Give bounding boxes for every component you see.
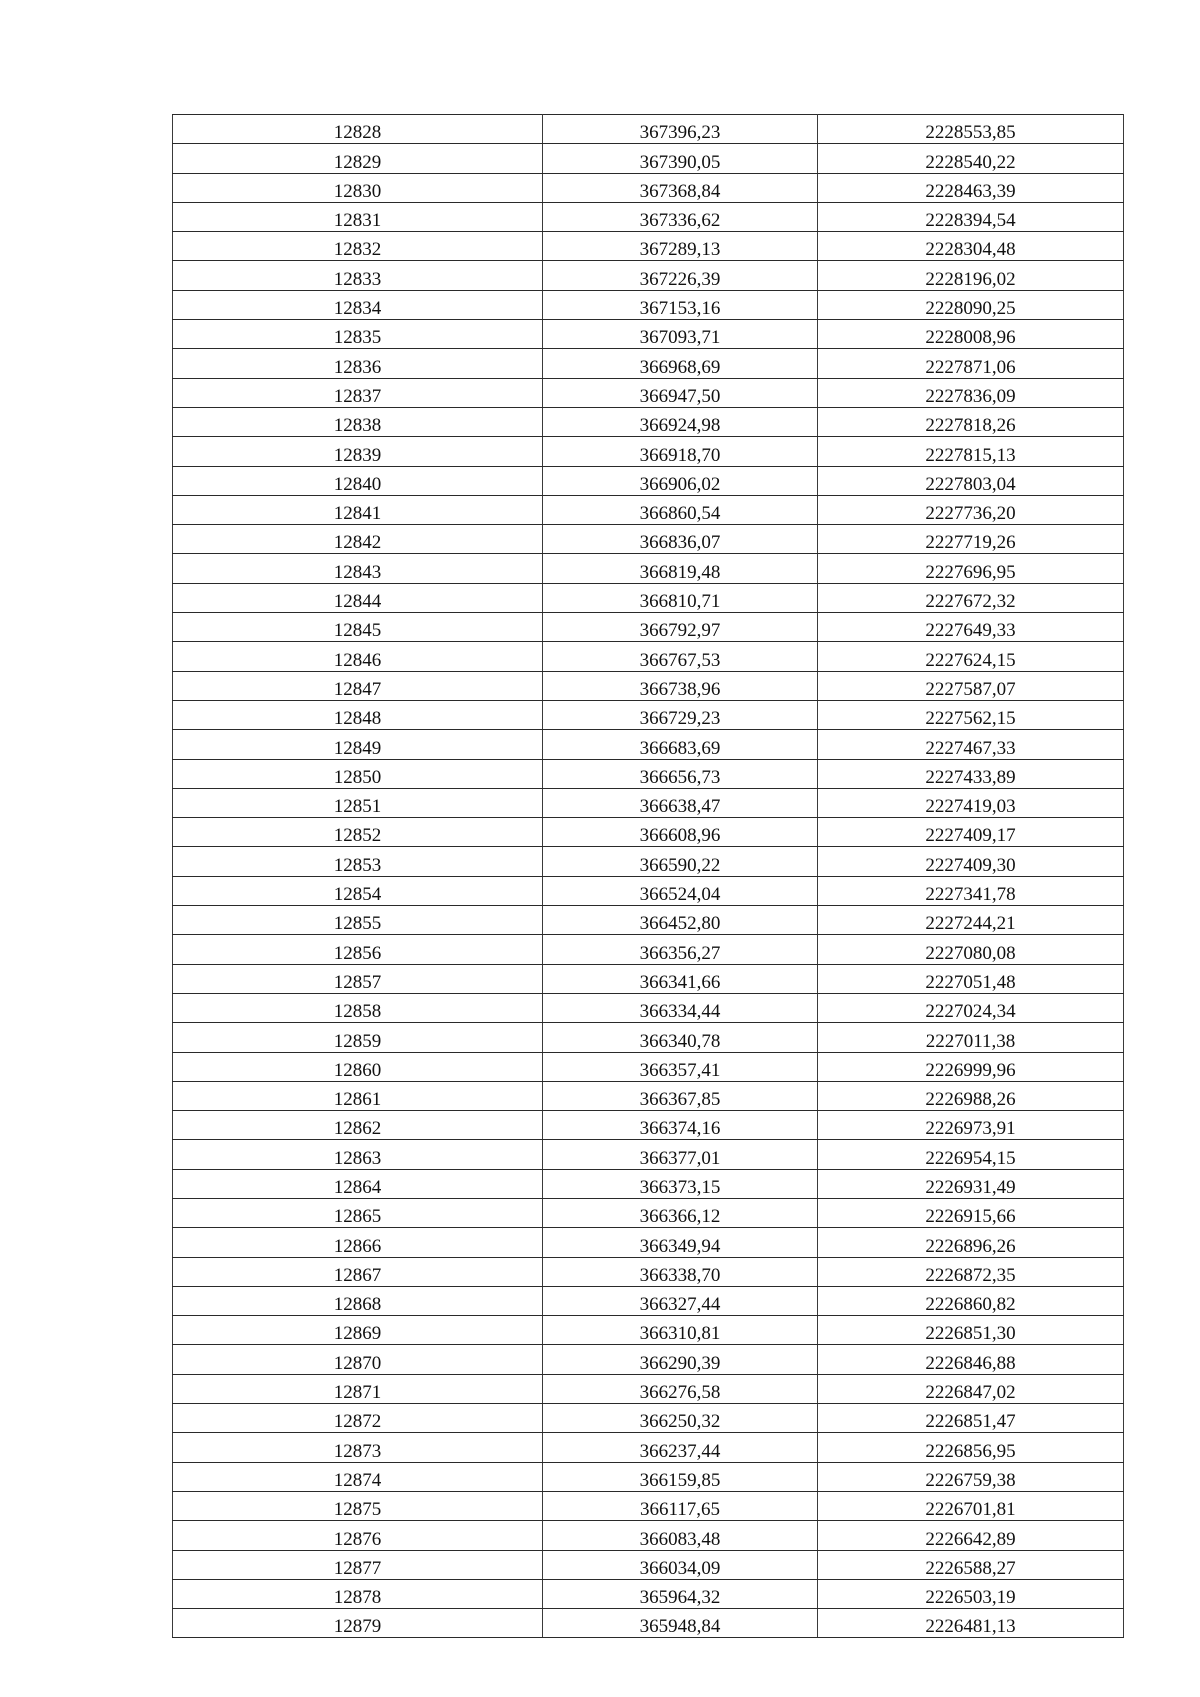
point-number-cell: 12846 [173,642,543,671]
y-coordinate-cell: 2226999,96 [818,1052,1124,1081]
x-coordinate-cell: 366836,07 [543,525,818,554]
point-number-cell: 12851 [173,788,543,817]
table-row [173,232,1124,261]
point-number-cell: 12838 [173,407,543,436]
x-coordinate-cell: 366290,39 [543,1345,818,1374]
y-coordinate-cell: 2226642,89 [818,1521,1124,1550]
point-number-cell: 12855 [173,906,543,935]
y-coordinate-cell: 2226988,26 [818,1081,1124,1110]
point-number-cell: 12833 [173,261,543,290]
y-coordinate-cell: 2226856,95 [818,1433,1124,1462]
x-coordinate-cell: 366860,54 [543,495,818,524]
y-coordinate-cell: 2227011,38 [818,1023,1124,1052]
point-number-cell: 12834 [173,290,543,319]
point-number-cell: 12841 [173,495,543,524]
x-coordinate-cell: 367226,39 [543,261,818,290]
point-number-cell: 12852 [173,818,543,847]
x-coordinate-cell: 367289,13 [543,232,818,261]
y-coordinate-cell: 2226851,47 [818,1404,1124,1433]
y-coordinate-cell: 2228540,22 [818,144,1124,173]
x-coordinate-cell: 365948,84 [543,1609,818,1638]
y-coordinate-cell: 2227719,26 [818,525,1124,554]
point-number-cell: 12849 [173,730,543,759]
x-coordinate-cell: 366117,65 [543,1491,818,1520]
x-coordinate-cell: 366590,22 [543,847,818,876]
x-coordinate-cell: 367368,84 [543,173,818,202]
x-coordinate-cell: 366034,09 [543,1550,818,1579]
y-coordinate-cell: 2226973,91 [818,1111,1124,1140]
x-coordinate-cell: 366349,94 [543,1228,818,1257]
point-number-cell: 12856 [173,935,543,964]
table-row [173,818,1124,847]
x-coordinate-cell: 366340,78 [543,1023,818,1052]
x-coordinate-cell: 366608,96 [543,818,818,847]
point-number-cell: 12850 [173,759,543,788]
x-coordinate-cell: 366334,44 [543,993,818,1022]
x-coordinate-cell: 366924,98 [543,407,818,436]
x-coordinate-cell: 366792,97 [543,613,818,642]
table-row [173,1404,1124,1433]
point-number-cell: 12874 [173,1462,543,1491]
point-number-cell: 12839 [173,437,543,466]
table-row [173,290,1124,319]
point-number-cell: 12879 [173,1609,543,1638]
x-coordinate-cell: 366367,85 [543,1081,818,1110]
x-coordinate-cell: 366083,48 [543,1521,818,1550]
table-row [173,1257,1124,1286]
x-coordinate-cell: 367093,71 [543,320,818,349]
x-coordinate-cell: 367390,05 [543,144,818,173]
table-row [173,1286,1124,1315]
y-coordinate-cell: 2227672,32 [818,583,1124,612]
table-row [173,202,1124,231]
point-number-cell: 12861 [173,1081,543,1110]
table-row [173,876,1124,905]
y-coordinate-cell: 2227562,15 [818,700,1124,729]
y-coordinate-cell: 2227736,20 [818,495,1124,524]
y-coordinate-cell: 2227836,09 [818,378,1124,407]
coordinates-table-body [173,115,1124,1638]
y-coordinate-cell: 2227409,30 [818,847,1124,876]
table-row [173,407,1124,436]
coordinates-table [172,114,1124,1638]
x-coordinate-cell: 366356,27 [543,935,818,964]
y-coordinate-cell: 2227341,78 [818,876,1124,905]
table-row [173,993,1124,1022]
point-number-cell: 12857 [173,964,543,993]
x-coordinate-cell: 366341,66 [543,964,818,993]
point-number-cell: 12870 [173,1345,543,1374]
y-coordinate-cell: 2226915,66 [818,1198,1124,1227]
point-number-cell: 12830 [173,173,543,202]
y-coordinate-cell: 2226701,81 [818,1491,1124,1520]
y-coordinate-cell: 2227080,08 [818,935,1124,964]
x-coordinate-cell: 367336,62 [543,202,818,231]
y-coordinate-cell: 2227818,26 [818,407,1124,436]
y-coordinate-cell: 2226847,02 [818,1374,1124,1403]
table-row [173,320,1124,349]
table-row [173,906,1124,935]
point-number-cell: 12860 [173,1052,543,1081]
y-coordinate-cell: 2227649,33 [818,613,1124,642]
table-row [173,1374,1124,1403]
table-row [173,554,1124,583]
point-number-cell: 12843 [173,554,543,583]
point-number-cell: 12862 [173,1111,543,1140]
table-row [173,1081,1124,1110]
y-coordinate-cell: 2227024,34 [818,993,1124,1022]
table-row [173,144,1124,173]
table-row [173,495,1124,524]
x-coordinate-cell: 367396,23 [543,115,818,144]
x-coordinate-cell: 366683,69 [543,730,818,759]
table-row [173,730,1124,759]
y-coordinate-cell: 2226954,15 [818,1140,1124,1169]
table-row [173,759,1124,788]
x-coordinate-cell: 366656,73 [543,759,818,788]
table-row [173,935,1124,964]
table-row [173,1228,1124,1257]
point-number-cell: 12832 [173,232,543,261]
y-coordinate-cell: 2227409,17 [818,818,1124,847]
y-coordinate-cell: 2227696,95 [818,554,1124,583]
x-coordinate-cell: 366810,71 [543,583,818,612]
x-coordinate-cell: 366918,70 [543,437,818,466]
table-row [173,1052,1124,1081]
y-coordinate-cell: 2226860,82 [818,1286,1124,1315]
point-number-cell: 12848 [173,700,543,729]
y-coordinate-cell: 2227871,06 [818,349,1124,378]
table-row [173,613,1124,642]
point-number-cell: 12865 [173,1198,543,1227]
x-coordinate-cell: 366524,04 [543,876,818,905]
y-coordinate-cell: 2227244,21 [818,906,1124,935]
point-number-cell: 12872 [173,1404,543,1433]
table-row [173,1111,1124,1140]
table-row [173,173,1124,202]
point-number-cell: 12876 [173,1521,543,1550]
table-row [173,1579,1124,1608]
table-row [173,349,1124,378]
x-coordinate-cell: 366729,23 [543,700,818,729]
point-number-cell: 12845 [173,613,543,642]
y-coordinate-cell: 2226851,30 [818,1316,1124,1345]
point-number-cell: 12867 [173,1257,543,1286]
y-coordinate-cell: 2228463,39 [818,173,1124,202]
x-coordinate-cell: 366327,44 [543,1286,818,1315]
point-number-cell: 12868 [173,1286,543,1315]
table-row [173,525,1124,554]
table-row [173,1521,1124,1550]
y-coordinate-cell: 2227433,89 [818,759,1124,788]
x-coordinate-cell: 367153,16 [543,290,818,319]
y-coordinate-cell: 2226759,38 [818,1462,1124,1491]
x-coordinate-cell: 366452,80 [543,906,818,935]
x-coordinate-cell: 366906,02 [543,466,818,495]
table-row [173,378,1124,407]
y-coordinate-cell: 2226503,19 [818,1579,1124,1608]
point-number-cell: 12853 [173,847,543,876]
x-coordinate-cell: 366947,50 [543,378,818,407]
y-coordinate-cell: 2226896,26 [818,1228,1124,1257]
x-coordinate-cell: 366377,01 [543,1140,818,1169]
point-number-cell: 12844 [173,583,543,612]
table-row [173,671,1124,700]
x-coordinate-cell: 366159,85 [543,1462,818,1491]
table-row [173,1462,1124,1491]
point-number-cell: 12871 [173,1374,543,1403]
point-number-cell: 12863 [173,1140,543,1169]
point-number-cell: 12828 [173,115,543,144]
table-row [173,1316,1124,1345]
x-coordinate-cell: 366374,16 [543,1111,818,1140]
y-coordinate-cell: 2228008,96 [818,320,1124,349]
y-coordinate-cell: 2226588,27 [818,1550,1124,1579]
y-coordinate-cell: 2228196,02 [818,261,1124,290]
y-coordinate-cell: 2226481,13 [818,1609,1124,1638]
point-number-cell: 12875 [173,1491,543,1520]
table-row [173,1198,1124,1227]
point-number-cell: 12859 [173,1023,543,1052]
y-coordinate-cell: 2228553,85 [818,115,1124,144]
y-coordinate-cell: 2226931,49 [818,1169,1124,1198]
point-number-cell: 12842 [173,525,543,554]
point-number-cell: 12829 [173,144,543,173]
table-row [173,437,1124,466]
y-coordinate-cell: 2226872,35 [818,1257,1124,1286]
table-row [173,1433,1124,1462]
y-coordinate-cell: 2228394,54 [818,202,1124,231]
point-number-cell: 12854 [173,876,543,905]
table-row [173,115,1124,144]
table-row [173,1550,1124,1579]
y-coordinate-cell: 2227419,03 [818,788,1124,817]
x-coordinate-cell: 366968,69 [543,349,818,378]
point-number-cell: 12864 [173,1169,543,1198]
y-coordinate-cell: 2227815,13 [818,437,1124,466]
point-number-cell: 12835 [173,320,543,349]
point-number-cell: 12858 [173,993,543,1022]
y-coordinate-cell: 2228090,25 [818,290,1124,319]
table-row [173,964,1124,993]
table-row [173,261,1124,290]
y-coordinate-cell: 2227587,07 [818,671,1124,700]
table-row [173,1609,1124,1638]
table-row [173,700,1124,729]
x-coordinate-cell: 366638,47 [543,788,818,817]
x-coordinate-cell: 366357,41 [543,1052,818,1081]
y-coordinate-cell: 2226846,88 [818,1345,1124,1374]
table-row [173,1491,1124,1520]
point-number-cell: 12878 [173,1579,543,1608]
table-row [173,583,1124,612]
x-coordinate-cell: 366366,12 [543,1198,818,1227]
table-row [173,1345,1124,1374]
point-number-cell: 12836 [173,349,543,378]
x-coordinate-cell: 366310,81 [543,1316,818,1345]
point-number-cell: 12869 [173,1316,543,1345]
y-coordinate-cell: 2227624,15 [818,642,1124,671]
y-coordinate-cell: 2227467,33 [818,730,1124,759]
table-row [173,1140,1124,1169]
x-coordinate-cell: 366237,44 [543,1433,818,1462]
point-number-cell: 12873 [173,1433,543,1462]
y-coordinate-cell: 2227803,04 [818,466,1124,495]
x-coordinate-cell: 366738,96 [543,671,818,700]
point-number-cell: 12866 [173,1228,543,1257]
y-coordinate-cell: 2228304,48 [818,232,1124,261]
table-row [173,466,1124,495]
x-coordinate-cell: 366250,32 [543,1404,818,1433]
point-number-cell: 12840 [173,466,543,495]
point-number-cell: 12847 [173,671,543,700]
x-coordinate-cell: 366767,53 [543,642,818,671]
x-coordinate-cell: 366373,15 [543,1169,818,1198]
table-row [173,1023,1124,1052]
table-row [173,1169,1124,1198]
point-number-cell: 12837 [173,378,543,407]
point-number-cell: 12877 [173,1550,543,1579]
x-coordinate-cell: 366276,58 [543,1374,818,1403]
table-row [173,847,1124,876]
table-row [173,788,1124,817]
x-coordinate-cell: 366338,70 [543,1257,818,1286]
table-row [173,642,1124,671]
point-number-cell: 12831 [173,202,543,231]
x-coordinate-cell: 365964,32 [543,1579,818,1608]
x-coordinate-cell: 366819,48 [543,554,818,583]
y-coordinate-cell: 2227051,48 [818,964,1124,993]
